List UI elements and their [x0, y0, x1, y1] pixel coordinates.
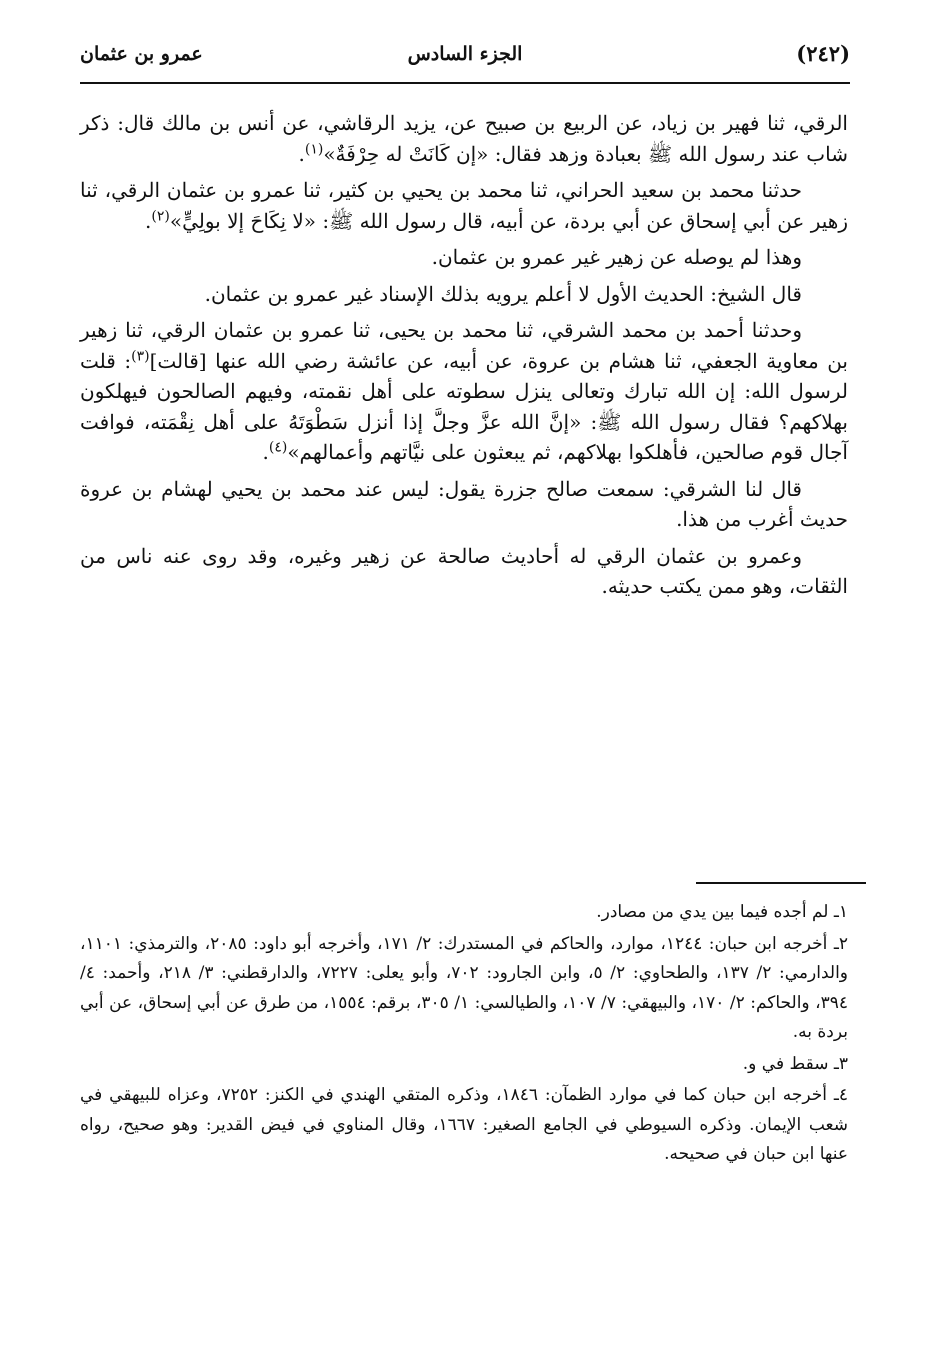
paragraph: [80, 279, 848, 310]
footnote-ref: (٣): [131, 347, 150, 364]
paragraph-tail: .: [145, 208, 152, 233]
paragraph: [80, 242, 848, 273]
paragraph-text: الرقي، ثنا فهير بن زياد، عن الربيع بن صبيح عن، يزيد الرقاشي، عن أنس بن مالك قال: ذكر شاب عند رسول الله ﷺ بعبادة وزهد فقال: «إن كَانَتْ له حِرْفَةٌ»: [80, 111, 848, 166]
running-title: عمرو بن عثمان: [80, 43, 203, 65]
paragraph-text: وهذا لم يوصله عن زهير غير عمرو بن عثمان.: [431, 245, 802, 269]
paragraph: [80, 474, 848, 535]
header-rule: [80, 82, 850, 84]
footnote-separator: [696, 882, 866, 884]
footnote-ref: (٤): [268, 439, 288, 456]
footnote-ref: (١): [304, 140, 324, 157]
paragraph-text: حدثنا محمد بن سعيد الحراني، ثنا محمد بن يحيي بن كثير، ثنا عمرو بن عثمان الرقي، ثنا زهير عن أبي إسحاق عن أبي بردة، عن أبيه، قال رسول الله ﷺ: «لا نِكَاحَ إلا بولِيٍّ»: [80, 178, 848, 233]
paragraph-text: وحدثنا أحمد بن محمد الشرقي، ثنا محمد بن يحيى، ثنا عمرو بن عثمان الرقي، ثنا زهير بن معاوية الجعفي، ثنا هشام بن عروة، عن أبيه، عن عائشة رضي الله عنها [قالت]: [80, 318, 848, 373]
paragraph: [80, 108, 848, 169]
paragraph-end: .: [262, 440, 269, 464]
paragraph-tail: .: [298, 141, 305, 166]
paragraph: [80, 175, 848, 236]
page-header: [80, 38, 850, 74]
footnotes: [80, 898, 848, 1172]
footnote: ١ـ لم أجده فيما بين يدي من مصادر.: [596, 902, 848, 922]
footnote-ref: (٢): [151, 207, 170, 224]
footnote: ٤ـ أخرجه ابن حبان كما في موارد الظمآن: ١٨٤٦، وذكره المتقي الهندي في الكنز: ٧٢٥٢، وعزاه للبيهقي في شعب الإيمان. وذكره السيوطي في الجامع الصغير: ١٦٦٧، وقال المناوي في فيض القدير: وهو صحيح، رواه عنها ابن حبان في صحيحه.: [80, 1085, 849, 1164]
paragraph-text: قال الشيخ: الحديث الأول لا أعلم يرويه بذلك الإسناد غير عمرو بن عثمان.: [204, 281, 802, 306]
paragraph: [80, 541, 848, 602]
main-text: [80, 108, 848, 608]
paragraph-text: قال لنا الشرقي: سمعت صالح جزرة يقول: ليس عند محمد بن يحيي لهشام بن عروة حديث أغرب من هذا.: [80, 476, 848, 531]
footnote: ٣ـ سقط في و.: [742, 1053, 848, 1074]
footnote: ٢ـ أخرجه ابن حبان: ١٢٤٤، موارد، والحاكم في المستدرك: ٢/ ١٧١، وأخرجه أبو داود: ٢٠٨٥، والترمذي: ١١٠١، والدارمي: ٢/ ١٣٧، والطحاوي: ٢/ ٥، وابن الجارود: ٧٠٢، وأبو يعلى: ٧٢٢٧، والدارقطني: ٣/ ٢١٨، وأحمد: ٤/ ٣٩٤، والحاكم: ٢/ ١٧٠، والبيهقي: ٧/ ١٠٧، والطيالسي: ١/ ٣٠٥، برقم: ١٥٥٤، من طرق عن أبي إسحاق، عن أبي بردة به.: [80, 933, 848, 1042]
paragraph-text: وعمرو بن عثمان الرقي له أحاديث صالحة عن زهير وغيره، وقد روى عنه ناس من الثقات، وهو ممن يكتب حديثه.: [80, 543, 848, 598]
paragraph: [80, 315, 848, 468]
paragraph-tail: : قلت لرسول الله: إن الله تبارك وتعالى ينزل سطوته على أهل نقمته، وفيهم الصالحون فيهلكون بهلاكهم؟ فقال رسول الله ﷺ: «إنَّ الله عزَّ وجلَّ إذا أنزل سَطْوَتَهُ على أهل نِقْمَته، فوافت آجال قوم صالحين، فأهلكوا بهلاكهم، ثم يبعثون على نيَّاتهم وأعمالهم»: [80, 348, 848, 464]
volume-title: الجزء السادس: [407, 43, 523, 65]
page-number: (٢٤٢): [796, 41, 850, 66]
